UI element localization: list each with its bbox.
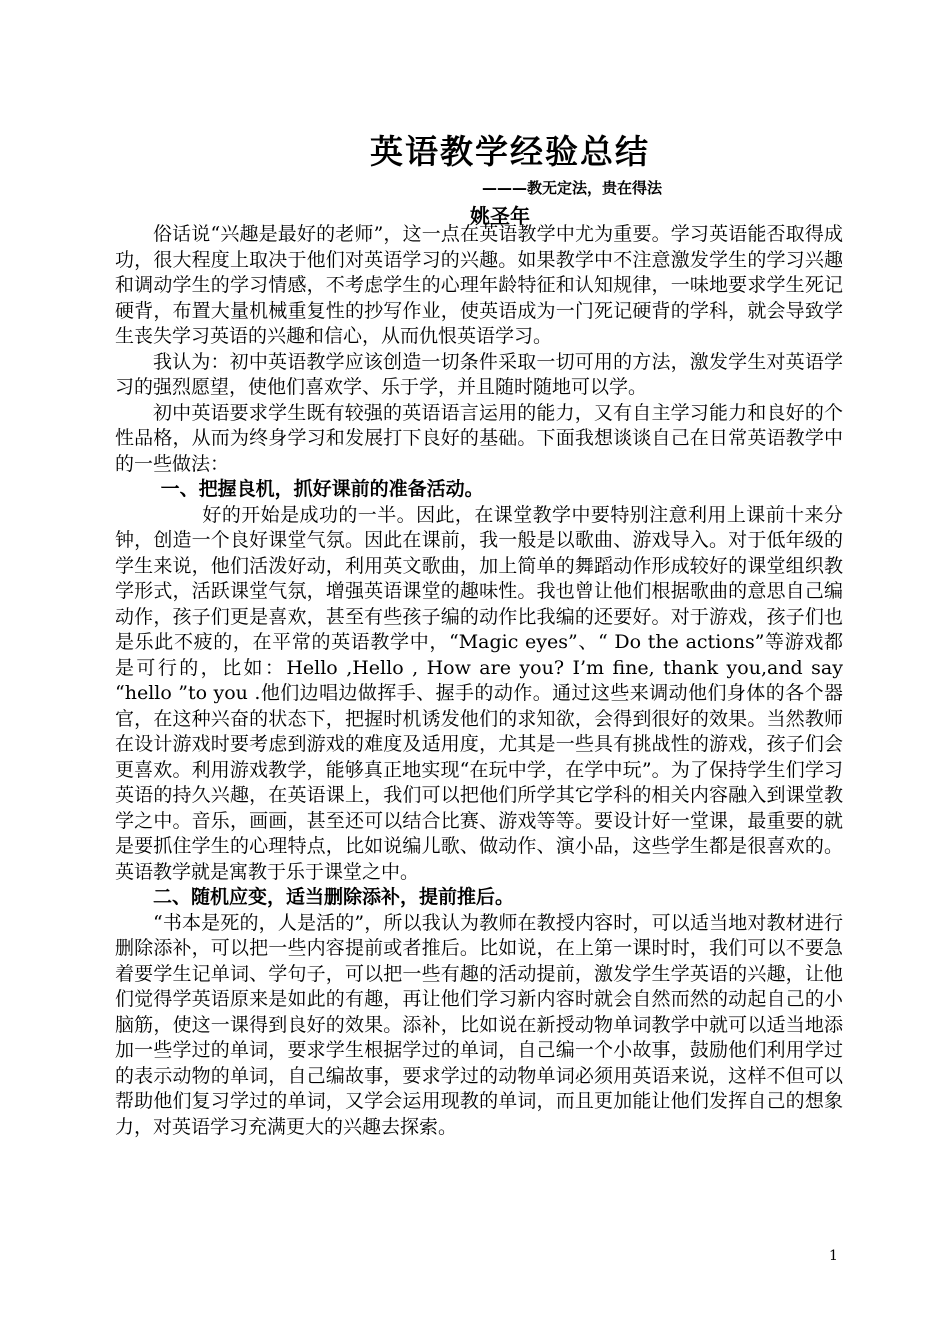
- section-1-text: 好的开始是成功的一半。因此，在课堂教学中要特别注意利用上课前十来分钟，创造一个良好课堂气氛。因此在课前，我一般是以歌曲、游戏导入。对于低年级的学生来说，他们活泼好动，利用英文歌曲，加上简单的舞蹈动作形成较好的课堂组织教学形式，活跃课堂气氛，增强英语课堂的趣味性。我也曾让他们根据歌曲的意思自己编动作，孩子们更是喜欢，甚至有些孩子编的动作比我编的还要好。对于游戏，孩子们也是乐此不疲的，在平常的英语教学中，“Magic eyes”、“ Do the actions”等游戏都是可行的，比如：Hello ,Hello , How are you? I’m fine, thank you,and say “hello ”to you .他们边唱边做挥手、握手的动作。通过这些来调动他们身体的各个器官，在这种兴奋的状态下，把握时机诱发他们的求知欲，会得到很好的效果。当然教师在设计游戏时要考虑到游戏的难度及适用度，尤其是一些具有挑战性的游戏，孩子们会更喜欢。利用游戏教学，能够真正地实现“在玩中学，在学中玩”。为了保持学生们学习英语的持久兴趣，在英语课上，我们可以把他们所学其它学科的相关内容融入到课堂教学之中。音乐，画画，甚至还可以结合比赛、游戏等等。要设计好一堂课，最重要的就是要抓住学生的心理特点，比如说编儿歌、做动作、演小品，这些学生都是很喜欢的。英语教学就是寓教于乐于课堂之中。: [115, 503, 843, 883]
- page-title: 英语教学经验总结: [370, 132, 650, 171]
- paragraph-intro: 俗话说“兴趣是最好的老师”，这一点在英语教学中尤为重要。学习英语能否取得成功，很大程度上取决于他们对英语学习的兴趣。如果教学中不注意激发学生的学习兴趣和调动学生的学习情感，不考虑学生的心理年龄特征和认知规律，一味地要求学生死记硬背，布置大量机械重复性的抄写作业，使英语成为一门死记硬背的学科，就会导致学生丧失学习英语的兴趣和信心，从而仇恨英语学习。: [115, 223, 843, 347]
- author-name: 姚圣年: [470, 204, 530, 228]
- document-body: [115, 222, 843, 1140]
- paragraph-opinion: 我认为：初中英语教学应该创造一切条件采取一切可用的方法，激发学生对英语学习的强烈愿望，使他们喜欢学、乐于学，并且随时随地可以学。: [115, 350, 843, 398]
- section-2-text: “书本是死的，人是活的”，所以我认为教师在教授内容时，可以适当地对教材进行删除添补，可以把一些内容提前或者推后。比如说，在上第一课时时，我们可以不要急着要学生记单词、学句子，可以把一些有趣的活动提前，激发学生学英语的兴趣，让他们觉得学英语原来是如此的有趣，再让他们学习新内容时就会自然而然的动起自己的小脑筋，使这一课得到良好的效果。添补，比如说在新授动物单词教学中就可以适当地添加一些学过的单词，要求学生根据学过的单词，自己编一个小故事，鼓励他们利用学过的表示动物的单词，自己编故事，要求学过的动物单词必须用英语来说，这样不但可以帮助他们复习学过的单词，又学会运用现教的单词，而且更加能让他们发挥自己的想象力，对英语学习充满更大的兴趣去探索。: [115, 911, 843, 1138]
- page-number: 1: [829, 1248, 838, 1264]
- section-heading-1: 一、把握良机，抓好课前的准备活动。: [160, 478, 484, 500]
- paragraph-requirements: 初中英语要求学生既有较强的英语语言运用的能力，又有自主学习能力和良好的个性品格，从而为终身学习和发展打下良好的基础。下面我想谈谈自己在日常英语教学中的一些做法：: [115, 401, 843, 475]
- section-heading-2: 二、随机应变，适当删除添补，提前推后。: [153, 886, 515, 908]
- page-subtitle: ———教无定法，贵在得法: [482, 179, 663, 197]
